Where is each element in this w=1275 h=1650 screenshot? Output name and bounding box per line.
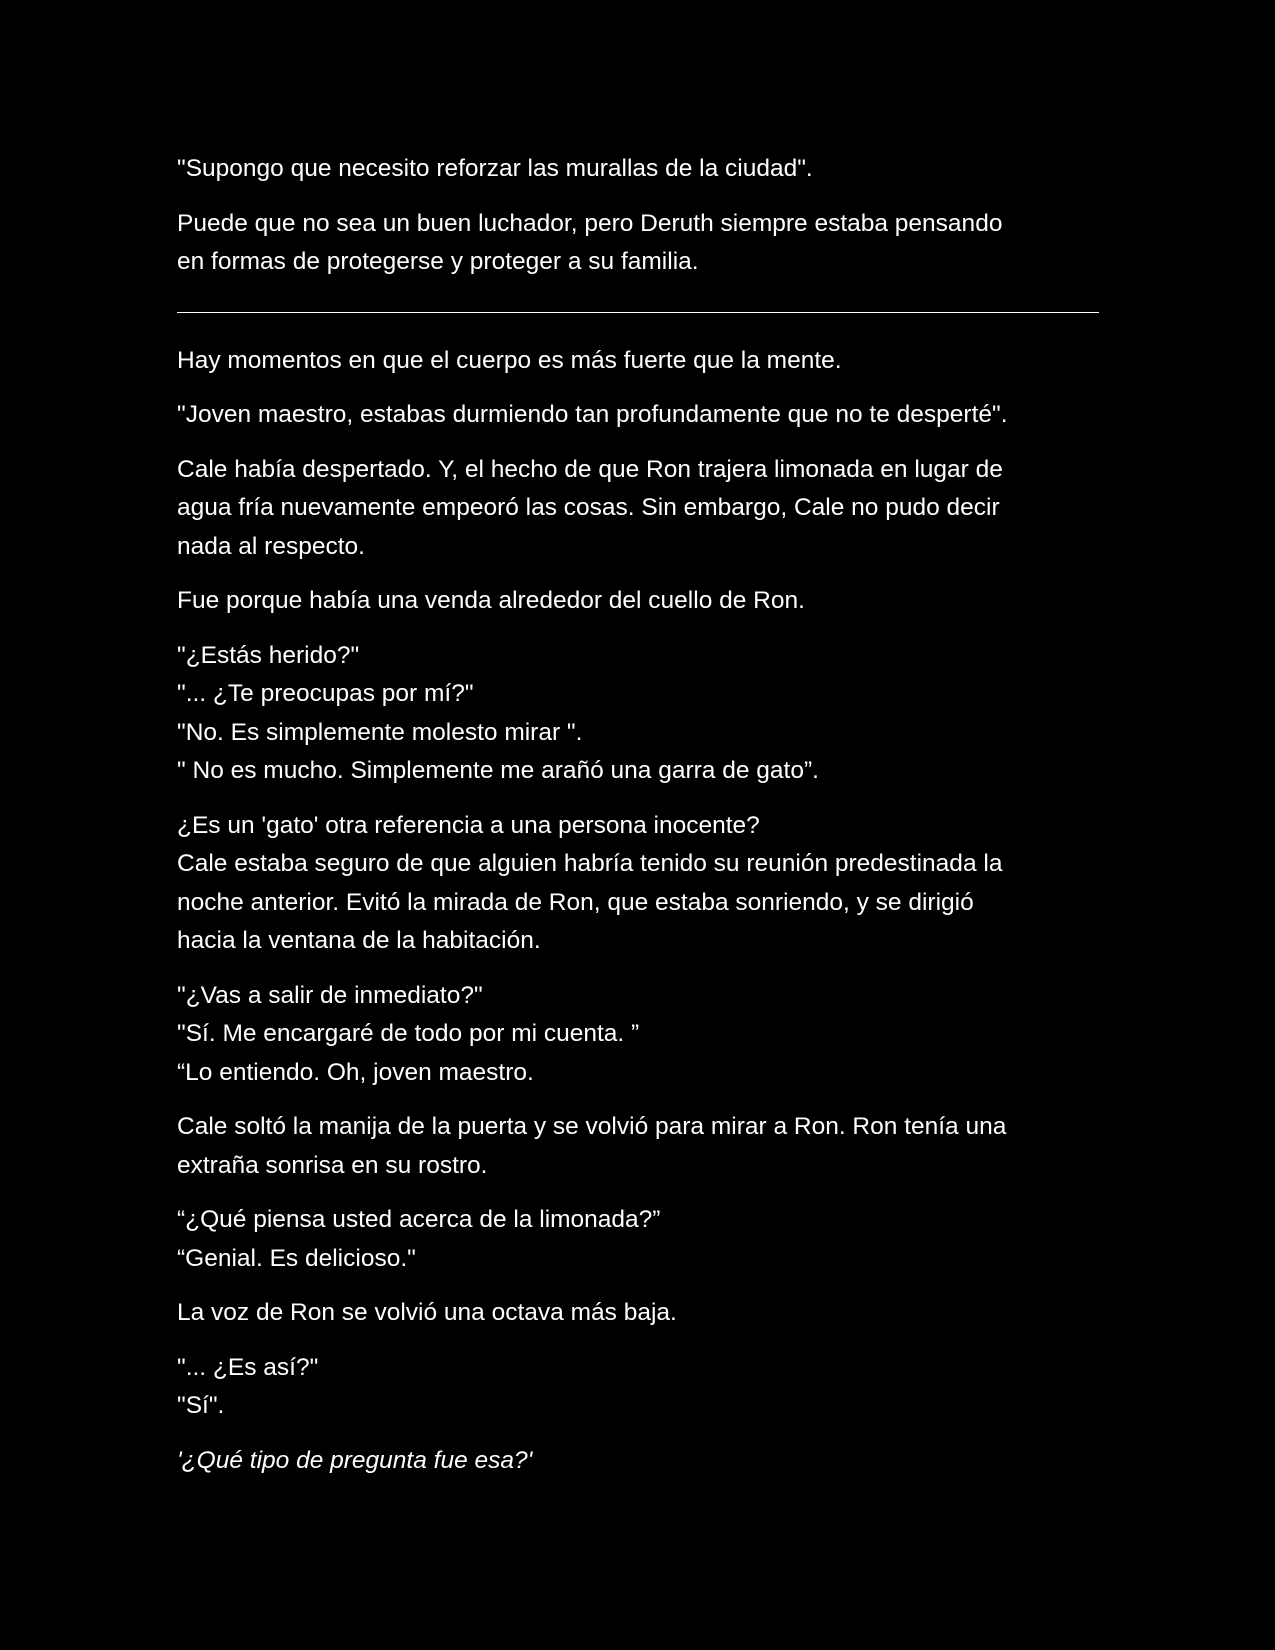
dialogue-line: “Lo entiendo. Oh, joven maestro. [177, 1058, 534, 1086]
dialogue-block [177, 977, 1102, 1093]
dialogue-line: " No es mucho. Simplemente me arañó una garra de gato”. [177, 757, 819, 784]
paragraph [177, 807, 1102, 961]
paragraph [177, 1294, 1102, 1333]
document-body [177, 150, 1102, 1496]
text-line: noche anterior. Evitó la mirada de Ron, que estaba sonriendo, y se dirigió [177, 888, 974, 916]
text-line: nada al respecto. [177, 532, 365, 560]
dialogue-line: "... ¿Te preocupas por mí?" [177, 680, 474, 707]
section-divider [177, 312, 1099, 313]
text-line: en formas de protegerse y proteger a su familia. [177, 248, 699, 275]
text-line: ¿Es un 'gato' otra referencia a una persona inocente? [177, 811, 760, 839]
text-line: hacia la ventana de la habitación. [177, 927, 541, 954]
dialogue-line: "Sí". [177, 1392, 225, 1419]
dialogue-line: "Sí. Me encargaré de todo por mi cuenta. ” [177, 1020, 640, 1047]
text-line: extraña sonrisa en su rostro. [177, 1151, 488, 1179]
text-line: Fue porque había una venda alrededor del cuello de Ron. [177, 587, 805, 614]
dialogue-block [177, 637, 1102, 791]
dialogue-line: “Genial. Es delicioso." [177, 1244, 416, 1272]
text-line: Cale había despertado. Y, el hecho de que Ron trajera limonada en lugar de [177, 455, 1003, 483]
dialogue-line: "No. Es simplemente molesto mirar ". [177, 718, 583, 746]
text-line: Puede que no sea un buen luchador, pero Deruth siempre estaba pensando [177, 209, 1003, 237]
paragraph [177, 342, 1102, 381]
text-line: Hay momentos en que el cuerpo es más fuerte que la mente. [177, 346, 842, 374]
dialogue-line: "¿Vas a salir de inmediato?" [177, 981, 483, 1009]
text-line: Cale soltó la manija de la puerta y se volvió para mirar a Ron. Ron tenía una [177, 1113, 1007, 1140]
text-line: Cale estaba seguro de que alguien habría tenido su reunión predestinada la [177, 850, 1003, 877]
text-line: "Supongo que necesito reforzar las murallas de la ciudad". [177, 155, 813, 182]
paragraph [177, 582, 1102, 621]
text-line: agua fría nuevamente empeoró las cosas. Sin embargo, Cale no pudo decir [177, 494, 1000, 521]
closing-thought [177, 1442, 1102, 1481]
dialogue-block [177, 1349, 1102, 1426]
dialogue-line: “¿Qué piensa usted acerca de la limonada?” [177, 1206, 661, 1233]
thought-line: '¿Qué tipo de pregunta fue esa?' [177, 1446, 533, 1474]
paragraph [177, 205, 1102, 282]
dialogue-line: "... ¿Es así?" [177, 1353, 319, 1381]
paragraph [177, 451, 1102, 567]
dialogue-line: "¿Estás herido?" [177, 641, 360, 669]
paragraph [177, 150, 1102, 189]
paragraph [177, 1108, 1102, 1185]
dialogue-block [177, 1201, 1102, 1278]
paragraph [177, 396, 1102, 435]
text-line: La voz de Ron se volvió una octava más baja. [177, 1299, 677, 1326]
text-line: "Joven maestro, estabas durmiendo tan profundamente que no te desperté". [177, 401, 1008, 428]
